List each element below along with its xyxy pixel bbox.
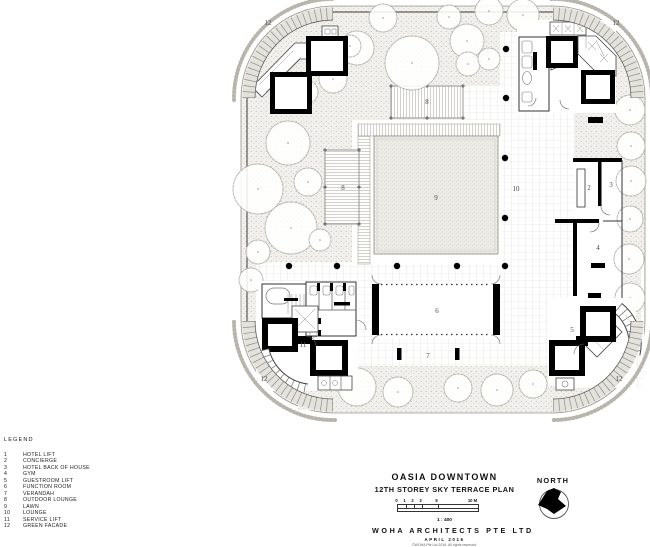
tree-center: [397, 391, 399, 393]
scale-bar-lower: [397, 509, 479, 512]
tree-center: [307, 181, 309, 183]
legend-item-number: 3: [4, 464, 8, 471]
tree-center: [488, 58, 490, 60]
legend-item-label: HOTEL BACK OF HOUSE: [23, 464, 90, 471]
tree-center: [448, 16, 450, 18]
plan-label: 12: [260, 375, 268, 383]
tree-center: [290, 227, 292, 229]
copyright-note: ©WOHA Pte Ltd 2016. All rights reserved.: [412, 543, 477, 547]
tree-center: [319, 239, 321, 241]
tree-center: [349, 45, 351, 47]
legend-item-number: 12: [4, 522, 11, 529]
scale-bar: [397, 498, 493, 516]
concierge-desk: [577, 169, 585, 207]
legend-list: [4, 452, 154, 529]
tree-center: [629, 109, 631, 111]
legend-item-label: FUNCTION ROOM: [23, 484, 72, 491]
north-label: NORTH: [536, 476, 570, 485]
tree-center: [250, 279, 252, 281]
legend-item-number: 8: [4, 497, 8, 504]
legend-item-label: CONCIERGE: [23, 458, 58, 465]
north-arrow-icon: [528, 485, 578, 525]
tree-center: [257, 188, 259, 190]
tree-center: [522, 14, 524, 16]
legend-item-number: 1: [4, 452, 8, 458]
tree-center: [488, 10, 490, 12]
scale-tick: 2: [411, 498, 414, 503]
legend-title: LEGEND: [4, 437, 34, 443]
tree-center: [457, 387, 459, 389]
plan-label: 12: [264, 19, 272, 27]
legend: [4, 437, 154, 529]
legend-item-number: 10: [4, 510, 11, 517]
tree-center: [287, 142, 289, 144]
scale-ratio: 1 : 400: [437, 517, 452, 523]
legend-item-number: 6: [4, 484, 8, 491]
drawing-date: APRIL 2016: [424, 536, 465, 542]
tree-center: [411, 62, 413, 64]
plan-label: 6: [435, 307, 439, 315]
tree-center: [532, 383, 534, 385]
lawn-and-verandah: [352, 120, 502, 264]
plan-label: 8: [341, 184, 345, 192]
legend-item-label: GUESTROOM LIFT: [23, 477, 74, 484]
drawing-title: 12TH STOREY SKY TERRACE PLAN: [374, 485, 515, 494]
tree-center: [257, 251, 259, 253]
legend-item-number: 5: [4, 477, 8, 484]
plan-label: 8: [425, 98, 429, 106]
scale-tick: 0: [395, 498, 398, 503]
legend-item-label: SERVICE LIFT: [23, 516, 62, 523]
legend-item-label: HOTEL LIFT: [23, 452, 56, 458]
tree-center: [496, 389, 498, 391]
scale-tick: 5: [435, 498, 438, 503]
scale-tick: 10 M: [467, 498, 478, 503]
tree-center: [629, 218, 631, 220]
legend-item-number: 4: [4, 471, 8, 478]
legend-item-number: 7: [4, 490, 8, 497]
tree-center: [630, 145, 632, 147]
legend-item-label: GREEN FACADE: [23, 522, 68, 529]
tree-center: [628, 258, 630, 260]
plan-label: 10: [512, 185, 520, 193]
tree: [475, 0, 503, 25]
legend-item: [4, 523, 154, 529]
plan-label: 11: [299, 341, 307, 349]
plan-label: 7: [426, 352, 430, 360]
scale-tick: 1: [403, 498, 406, 503]
plan-label: 2: [587, 184, 591, 192]
plan-label: 12: [612, 19, 620, 27]
plan-label: 4: [596, 244, 600, 252]
title-block: [372, 472, 534, 547]
firm-name: WOHA ARCHITECTS PTE LTD: [372, 525, 534, 535]
plan-label: 12: [615, 375, 623, 383]
legend-item-label: LAWN: [23, 503, 39, 510]
north-indicator: [528, 476, 578, 530]
tree-center: [332, 78, 334, 80]
scale-tick: 3: [419, 498, 422, 503]
legend-item-number: 2: [4, 458, 8, 465]
plan-label: 3: [609, 181, 613, 189]
legend-item-number: 11: [4, 516, 10, 523]
project-title: OASIA DOWNTOWN: [391, 472, 498, 482]
legend-item-label: LOUNGE: [23, 510, 47, 517]
gym-equipment: [591, 263, 605, 268]
tree-center: [382, 17, 384, 19]
scale-tick-labels: [397, 498, 493, 503]
legend-item-label: GYM: [23, 471, 36, 478]
legend-item-number: 9: [4, 503, 8, 510]
tree-center: [630, 180, 632, 182]
plan-label: 5: [570, 326, 574, 334]
legend-item-label: VERANDAH: [23, 490, 55, 497]
tree-center: [467, 63, 469, 65]
tree-center: [466, 40, 468, 42]
legend-item-label: OUTDOOR LOUNGE: [23, 497, 78, 504]
plan-label: 9: [434, 194, 438, 202]
